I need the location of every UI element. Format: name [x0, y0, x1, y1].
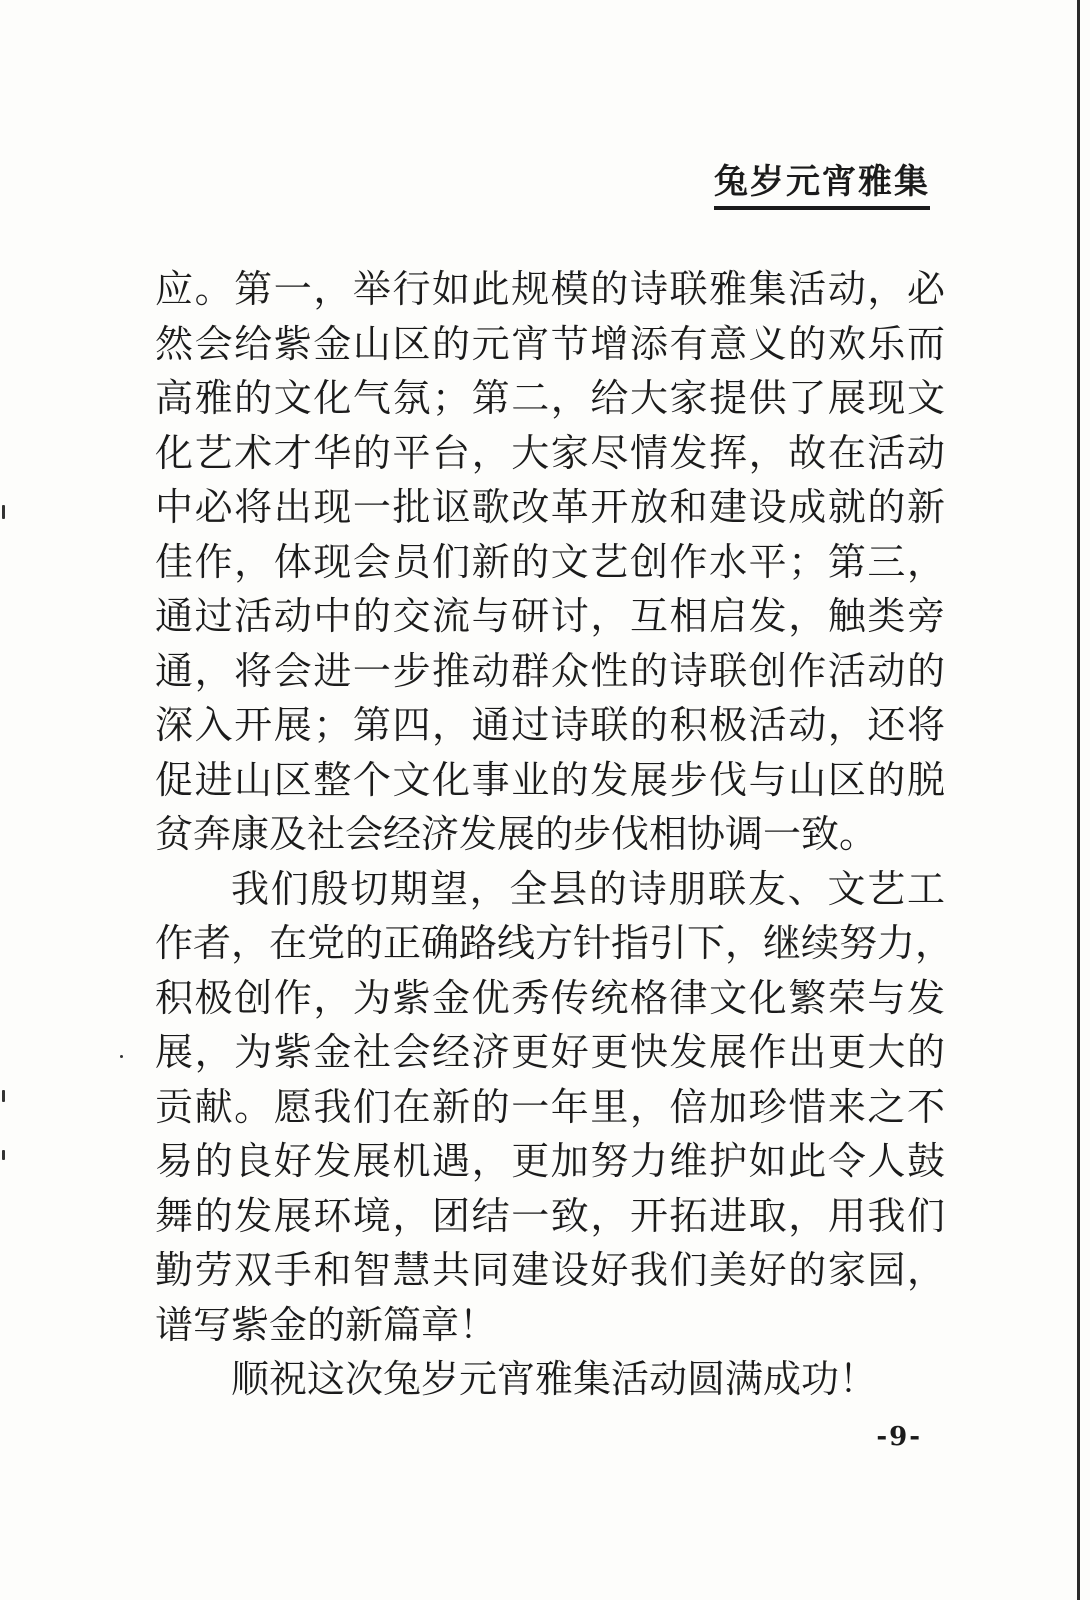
text-line: 化艺术才华的平台，大家尽情发挥，故在活动 — [155, 430, 945, 475]
text-line: 通过活动中的交流与研讨，互相启发，触类旁 — [155, 594, 945, 638]
text-line: 顺祝这次兔岁元宵雅集活动圆满成功！ — [231, 1357, 878, 1401]
text-line: 应。第一，举行如此规模的诗联雅集活动，必 — [155, 267, 945, 311]
text-line: 中必将出现一批讴歌改革开放和建设成就的新 — [155, 485, 945, 529]
text-line: 通，将会进一步推动群众性的诗联创作活动的 — [155, 648, 945, 693]
text-line: 勤劳双手和智慧共同建设好我们美好的家园， — [155, 1248, 945, 1292]
page-number: -9- — [876, 1422, 922, 1452]
text-line: 高雅的文化气氛；第二，给大家提供了展现文 — [155, 376, 945, 420]
text-line: 展，为紫金社会经济更好更快发展作出更大的 — [155, 1030, 945, 1074]
text-line: 佳作，体现会员们新的文艺创作水平；第三， — [155, 539, 945, 584]
text-line: 积极创作，为紫金优秀传统格律文化繁荣与发 — [155, 975, 945, 1020]
scan-speck — [2, 1090, 5, 1102]
text-line: 深入开展；第四，通过诗联的积极活动，还将 — [155, 703, 945, 747]
text-line: 谱写紫金的新篇章！ — [155, 1302, 498, 1347]
text-line: 然会给紫金山区的元宵节增添有意义的欢乐而 — [155, 321, 945, 366]
running-header-title: 兔岁元宵雅集 — [714, 160, 930, 210]
body-text — [155, 262, 954, 1407]
text-line: 舞的发展环境，团结一致，开拓进取，用我们 — [155, 1193, 945, 1238]
text-line: 促进山区整个文化事业的发展步伐与山区的脱 — [155, 757, 945, 802]
scan-speck — [2, 1150, 5, 1160]
scan-speck — [2, 505, 5, 519]
text-line: 贡献。愿我们在新的一年里，倍加珍惜来之不 — [155, 1084, 945, 1129]
scan-speck — [120, 1055, 123, 1058]
page-edge-line — [1077, 0, 1080, 1600]
text-line: 作者，在党的正确路线方针指引下，继续努力， — [155, 921, 954, 965]
text-line: 贫奔康及社会经济发展的步伐相协调一致。 — [155, 812, 878, 856]
text-line: 易的良好发展机遇，更加努力维护如此令人鼓 — [155, 1139, 945, 1183]
text-line: 我们殷切期望，全县的诗朋联友、文艺工 — [231, 866, 945, 911]
